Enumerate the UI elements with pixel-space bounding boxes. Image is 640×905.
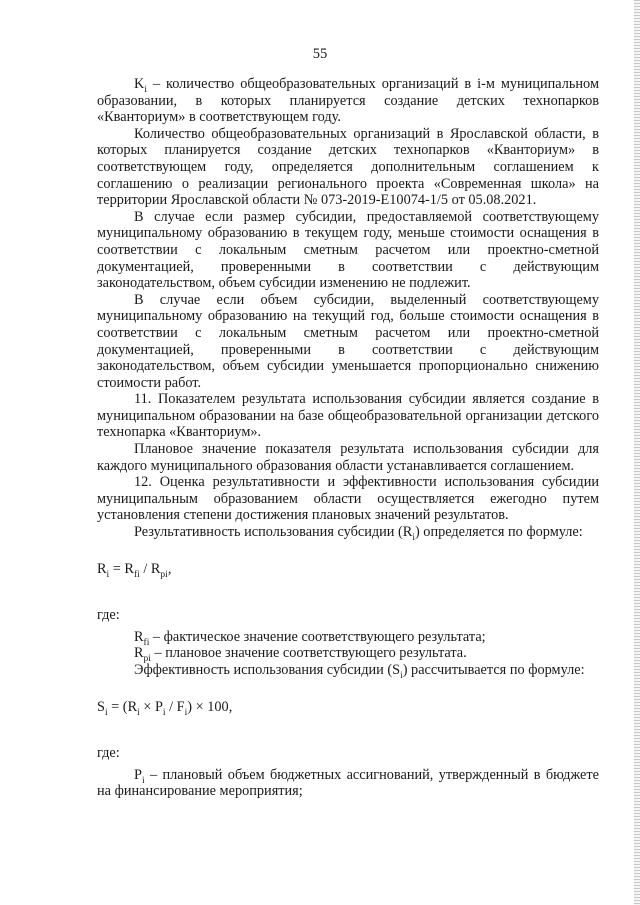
pi-sub: i	[141, 775, 145, 786]
formula-r-eq: = R	[109, 560, 134, 577]
efficiency-text-end: ) рассчитывается по формуле:	[402, 662, 585, 678]
paragraph-subsidy-less: В случае если размер субсидии, предоставляемой соответствующему муниципальному образованию в текущем году, меньше стоимости оснащения в соответствии с локальным сметным расчетом или проектно-сметной документацией, проверенными в соответствии с действующим законодательством, объем субсидии изменению не подлежит.	[97, 208, 599, 292]
spacer	[97, 577, 599, 607]
rpi-text: – плановое значение соответствующего результата.	[150, 645, 467, 662]
formula-r-symbol: R	[97, 560, 107, 577]
pi-text: – плановый объем бюджетных ассигнований, утвержденный в бюджете на финансирование мероприятия;	[97, 766, 599, 800]
k-definition	[97, 76, 599, 126]
formula-s-r-sub: i	[137, 707, 140, 718]
formula-r-end: ,	[167, 560, 172, 577]
formula-s-eq: = (R	[107, 698, 138, 715]
where-label-1: где:	[97, 607, 120, 624]
spacer	[97, 541, 599, 561]
pi-definition	[97, 767, 599, 800]
result-intro	[97, 524, 599, 541]
efficiency-sub: i	[400, 670, 403, 681]
rfi-symbol: R	[134, 628, 144, 645]
spacer	[97, 715, 599, 745]
document-body	[97, 76, 599, 800]
formula-s-mul: × P	[139, 698, 163, 715]
formula-s-div: / F	[165, 698, 185, 715]
formula-r-div: / R	[139, 560, 161, 577]
efficiency-intro	[97, 662, 599, 679]
formula-s-end: ) × 100,	[187, 698, 233, 715]
formula-s-p-sub: i	[162, 707, 166, 718]
formula-s-symbol: S	[97, 698, 105, 715]
pi-symbol: P	[134, 766, 142, 783]
formula-s-f-sub: i	[184, 707, 188, 718]
formula-result	[97, 561, 599, 578]
scan-edge-border	[634, 0, 640, 905]
result-intro-text-end: ) определяется по формуле:	[414, 524, 583, 541]
rpi-sub: pi	[143, 654, 151, 665]
rpi-definition	[97, 645, 599, 665]
k-subscript: i	[144, 84, 147, 95]
formula-s-sub: i	[104, 707, 108, 718]
result-intro-sub: i	[412, 532, 415, 543]
paragraph-12: 12. Оценка результативности и эффективности использования субсидии муниципальным образованием области осуществляется ежегодно путем установления степени достижения плановых значений результатов.	[97, 474, 599, 524]
paragraph-11: 11. Показателем результата использования субсидии является создание в муниципальном образовании на базе общеобразовательной организации детского технопарка «Кванториум».	[97, 391, 599, 441]
efficiency-text: Эффективность использования субсидии (S	[134, 662, 401, 678]
k-symbol: K	[134, 76, 145, 92]
rfi-definition	[97, 629, 599, 646]
where-label-2: где:	[97, 745, 120, 762]
spacer	[97, 679, 599, 699]
result-intro-text: Результативность использования субсидии (R	[134, 524, 413, 541]
rpi-symbol: R	[134, 645, 144, 662]
formula-r-sub: i	[106, 569, 110, 580]
k-definition-text: – количество общеобразовательных организаций в i-м муниципальном образовании, в которых планируется создание детских технопарков «Кванториум» в соответствующем году.	[97, 76, 599, 126]
rfi-sub: fi	[143, 637, 150, 648]
formula-rfi-sub: fi	[133, 569, 140, 580]
page-number: 55	[312, 46, 328, 62]
paragraph-subsidy-more: В случае если объем субсидии, выделенный соответствующему муниципальному образованию на текущий год, больше стоимости оснащения в соответствии с локальным сметным расчетом или проектно-сметной документацией, проверенными в соответствии с действующим законодательством, объем субсидии уменьшается пропорционально снижению стоимости работ.	[97, 291, 599, 391]
paragraph-count: Количество общеобразовательных организаций в Ярославской области, в которых планируется создание детских технопарков «Кванториум» в соответствующем году, определяется дополнительным соглашением к соглашению о реализации регионального проекта «Современная школа» на территории Ярославской области № 073-2019-Е10074-1/5 от 05.08.2021.	[97, 125, 599, 209]
rfi-text: – фактическое значение соответствующего результата;	[149, 628, 486, 645]
paragraph-plan-value: Плановое значение показателя результата использования субсидии для каждого муниципального образования области устанавливается соглашением.	[97, 441, 599, 474]
formula-efficiency	[97, 699, 599, 716]
formula-rpi-sub: pi	[160, 569, 168, 580]
